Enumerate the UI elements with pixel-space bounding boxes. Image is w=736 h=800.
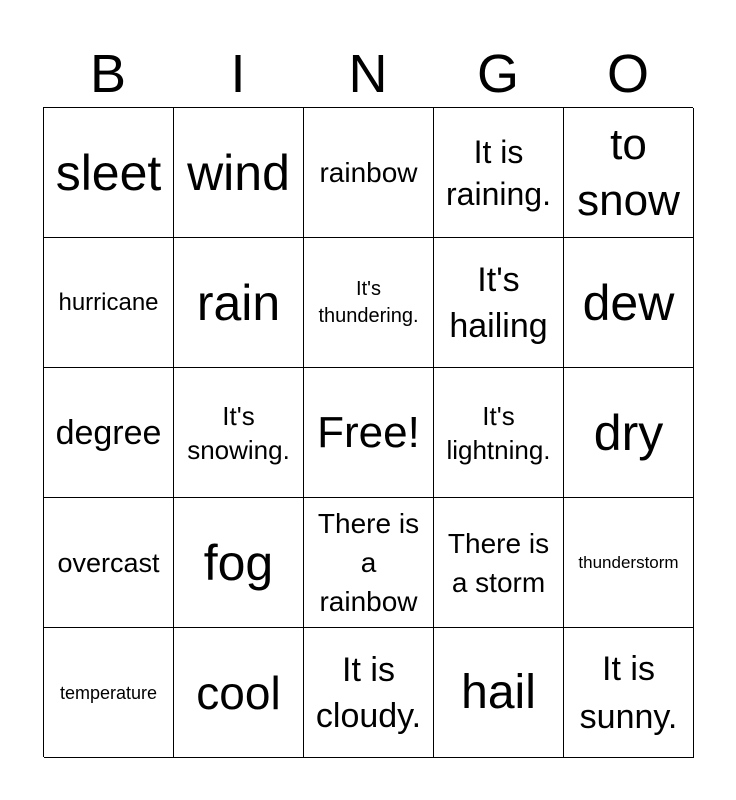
bingo-cell[interactable]	[44, 498, 174, 628]
bingo-cell[interactable]	[304, 108, 434, 238]
bingo-cell[interactable]	[304, 498, 434, 628]
cell-label: sleet	[55, 144, 162, 201]
cell-label: wind	[187, 144, 290, 201]
cell-label: It is raining.	[446, 133, 551, 212]
cell-label: There is a rainbow	[317, 508, 420, 617]
bingo-board	[43, 107, 693, 757]
cell-label: dry	[593, 404, 664, 461]
bingo-cell[interactable]	[434, 108, 564, 238]
bingo-cell[interactable]	[174, 108, 304, 238]
bingo-cell[interactable]	[434, 238, 564, 368]
bingo-cell[interactable]	[434, 498, 564, 628]
cell-label: cool	[196, 666, 281, 719]
cell-label: It is cloudy.	[315, 650, 422, 735]
header-letter-g: G	[476, 44, 519, 104]
bingo-header	[43, 40, 693, 108]
cell-label: degree	[55, 413, 162, 452]
cell-label: It's thundering.	[318, 277, 419, 327]
cell-label: hail	[461, 665, 536, 719]
cell-label: temperature	[59, 682, 158, 703]
cell-label: Free!	[317, 407, 420, 457]
cell-label: fog	[203, 534, 274, 591]
bingo-cell[interactable]	[44, 238, 174, 368]
header-letter-i: I	[230, 44, 246, 104]
bingo-cell[interactable]	[564, 108, 694, 238]
header-letter-o: O	[606, 44, 649, 104]
bingo-cell[interactable]	[174, 628, 304, 758]
free-space-cell[interactable]	[304, 368, 434, 498]
header-letter-b: B	[89, 44, 127, 104]
cell-label: rainbow	[319, 156, 418, 188]
cell-label: thunderstorm	[578, 552, 679, 572]
bingo-cell[interactable]	[434, 628, 564, 758]
cell-label: rain	[196, 274, 281, 331]
cell-label: It's hailing	[449, 260, 548, 345]
cell-label: There is a storm	[447, 527, 550, 598]
header-letter-n: N	[348, 44, 388, 104]
bingo-cell[interactable]	[564, 238, 694, 368]
bingo-cell[interactable]	[174, 238, 304, 368]
bingo-cell[interactable]	[44, 108, 174, 238]
bingo-cell[interactable]	[44, 628, 174, 758]
bingo-cell[interactable]	[564, 368, 694, 498]
bingo-cell[interactable]	[174, 498, 304, 628]
cell-label: overcast	[57, 547, 160, 578]
bingo-cell[interactable]	[304, 628, 434, 758]
cell-label: It is sunny.	[579, 649, 678, 736]
bingo-cell[interactable]	[304, 238, 434, 368]
bingo-cell[interactable]	[434, 368, 564, 498]
cell-label: dew	[582, 274, 675, 331]
bingo-cell[interactable]	[44, 368, 174, 498]
cell-label: hurricane	[58, 288, 159, 316]
bingo-cell[interactable]	[564, 628, 694, 758]
bingo-cell[interactable]	[174, 368, 304, 498]
cell-label: It's lightning.	[446, 400, 551, 465]
cell-label: It's snowing.	[187, 400, 290, 465]
bingo-cell[interactable]	[564, 498, 694, 628]
cell-label: to snow	[577, 119, 680, 225]
